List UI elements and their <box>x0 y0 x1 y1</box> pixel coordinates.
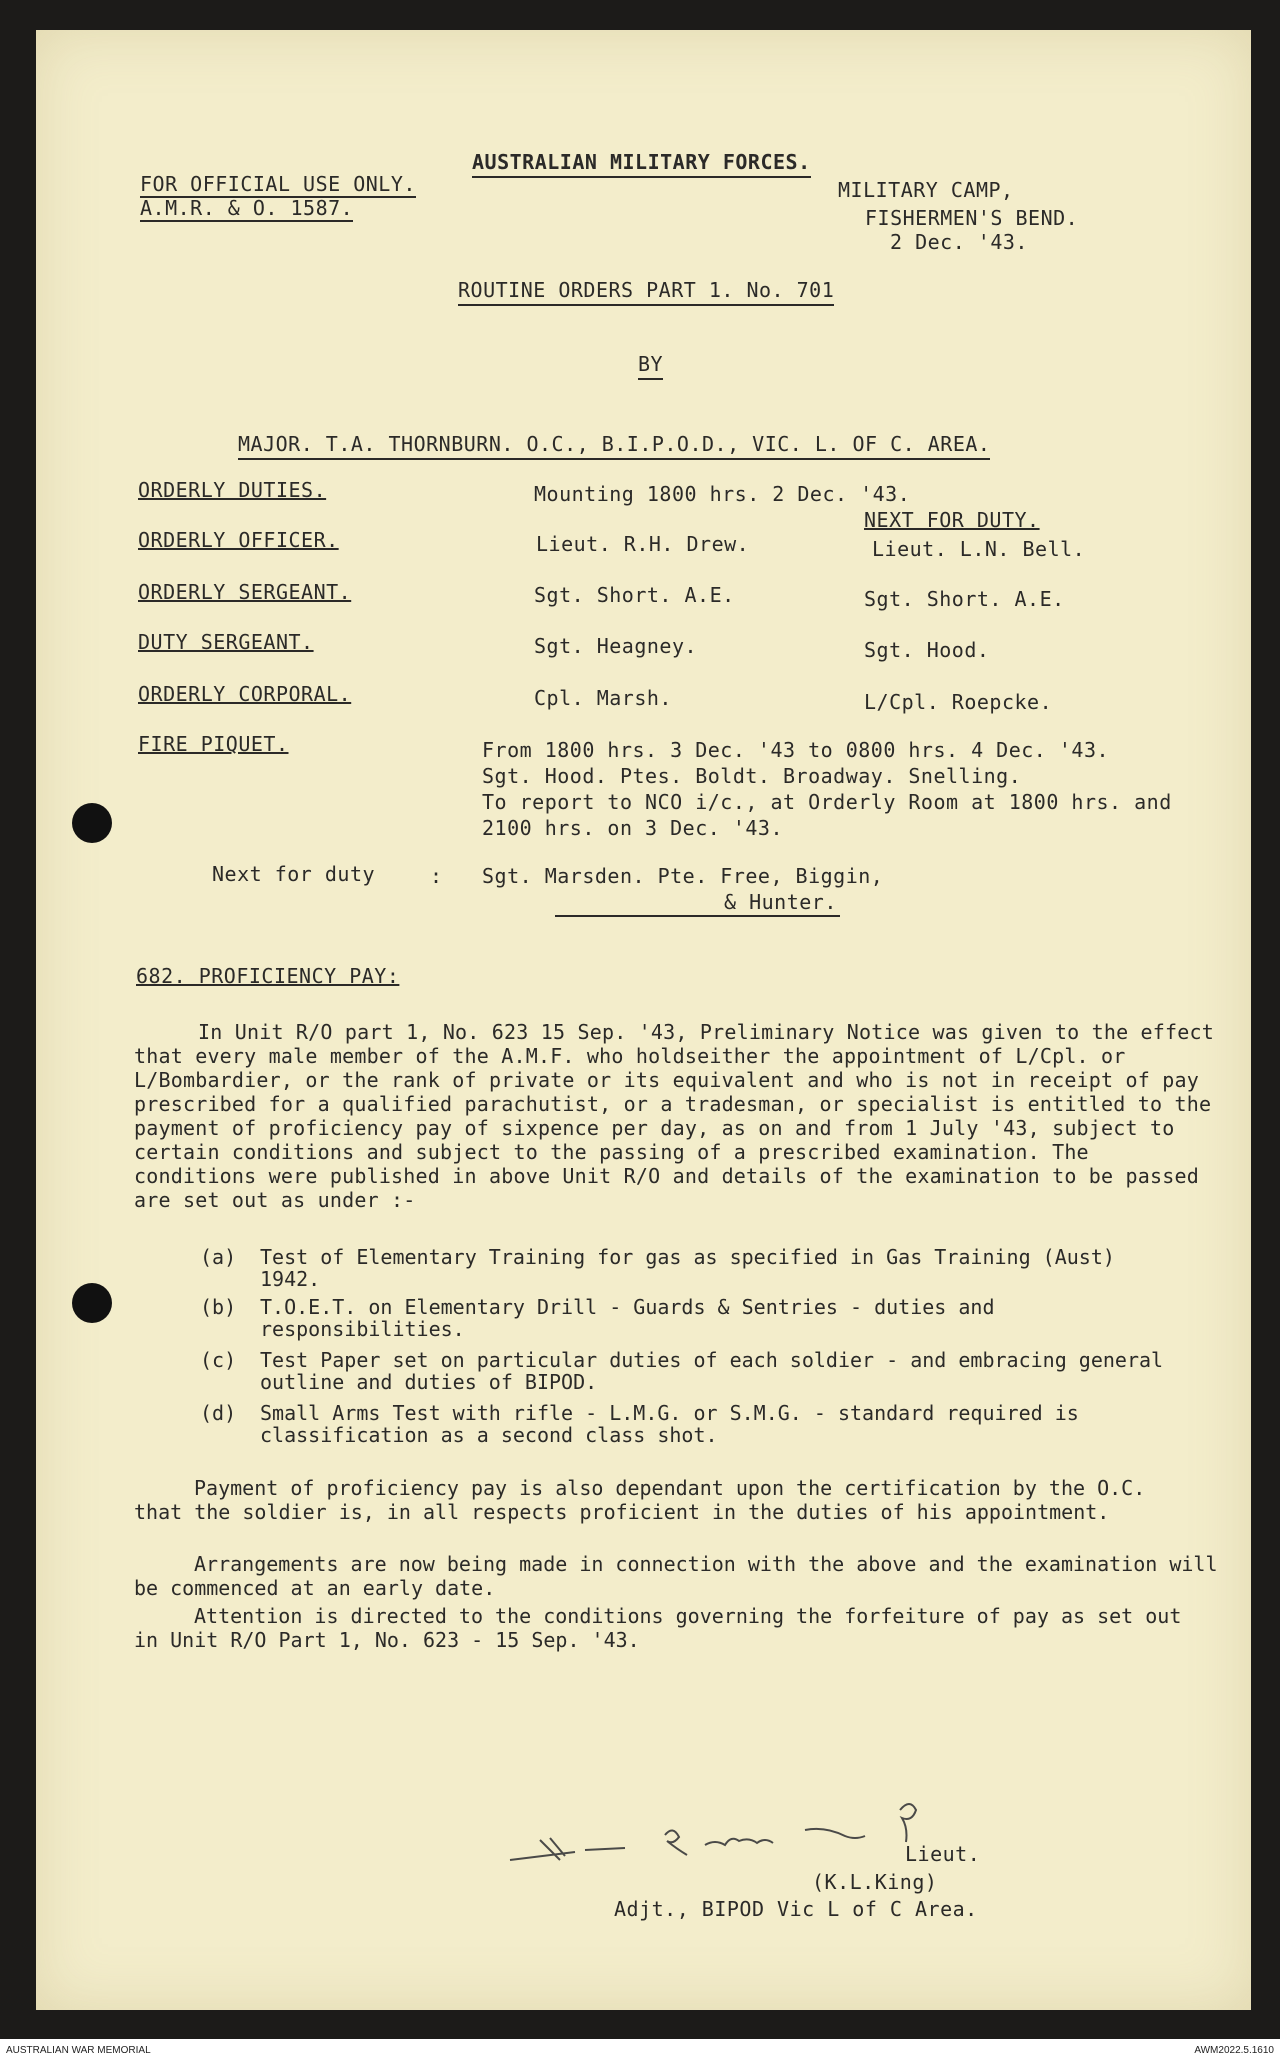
fire-piquet-heading: FIRE PIQUET. <box>138 732 289 756</box>
next-for-duty-label: Next for duty <box>212 862 376 886</box>
document-title: AUSTRALIAN MILITARY FORCES. <box>472 150 811 178</box>
by-line: BY <box>638 352 663 380</box>
list-item-text: Test Paper set on particular duties of each soldier - and embracing general outline and duties of BIPOD. <box>260 1348 1164 1394</box>
list-item-label: (a) <box>200 1245 237 1269</box>
duty-current: Lieut. R.H. Drew. <box>536 532 750 556</box>
list-item-a <box>200 1246 1200 1292</box>
paragraph-intro: In Unit R/O part 1, No. 623 15 Sep. '43, Preliminary Notice was given to the effect that every male member of the A.M.F. who holdseither the appointment of L/Cpl. or L/Bombardier, or the rank of private or its equivalent and who is not in receipt of pay prescribed for a qualified parachutist, or a tradesman, or specialist is entitled to the payment of proficiency pay of sixpence per day, as on and from 1 July '43, subject to certain conditions and subject to the passing of a prescribed examination. The conditions were published in above Unit R/O and details of the examination to be passed are set out as under :- <box>134 1020 1215 1212</box>
duty-next: Sgt. Short. A.E. <box>864 587 1065 611</box>
location-line1: MILITARY CAMP, <box>838 178 1014 202</box>
duty-label: DUTY SERGEANT. <box>138 630 314 654</box>
location-line2: FISHERMEN'S BEND. <box>865 206 1079 230</box>
archive-reference: AWM2022.5.1610 <box>1194 2044 1274 2056</box>
signatory-rank: Lieut. <box>905 1842 981 1866</box>
punch-hole-bottom <box>72 1283 112 1323</box>
classification: FOR OFFICIAL USE ONLY. <box>140 172 416 196</box>
duty-label: ORDERLY SERGEANT. <box>138 580 352 604</box>
duty-current: Sgt. Short. A.E. <box>534 583 735 607</box>
duty-label: ORDERLY CORPORAL. <box>138 682 352 706</box>
list-item-label: (d) <box>200 1401 237 1425</box>
regulation-ref: A.M.R. & O. 1587. <box>140 196 354 220</box>
list-item-text: T.O.E.T. on Elementary Drill - Guards & Sentries - duties and responsibilities. <box>260 1295 995 1341</box>
handwritten-signature <box>505 1790 945 1870</box>
duty-next: L/Cpl. Roepcke. <box>864 690 1053 714</box>
list-item-label: (c) <box>200 1348 237 1372</box>
next-for-duty-heading: NEXT FOR DUTY. <box>864 508 1040 532</box>
list-item-c <box>200 1349 1200 1395</box>
paragraph-arrangements: Arrangements are now being made in connection with the above and the examination will be commenced at an early date. <box>134 1552 1218 1600</box>
next-piquet-line: & Hunter. <box>724 890 837 914</box>
paragraph-forfeiture: Attention is directed to the conditions governing the forfeiture of pay as set out in Unit R/O Part 1, No. 623 - 15 Sep. '43. <box>134 1604 1182 1652</box>
archive-footer <box>0 2039 1280 2061</box>
section-divider <box>555 915 840 917</box>
punch-hole-top <box>72 803 112 843</box>
document-date: 2 Dec. '43. <box>890 230 1028 254</box>
fire-piquet-line: 2100 hrs. on 3 Dec. '43. <box>482 816 783 840</box>
list-item-b <box>200 1296 1200 1342</box>
section-heading: 682. PROFICIENCY PAY: <box>136 964 400 988</box>
next-for-duty-colon: : <box>430 864 443 888</box>
signatory-appointment: Adjt., BIPOD Vic L of C Area. <box>614 1897 978 1921</box>
next-piquet-line: Sgt. Marsden. Pte. Free, Biggin, <box>482 864 884 888</box>
mounting-time: Mounting 1800 hrs. 2 Dec. '43. <box>534 482 911 506</box>
fire-piquet-line: Sgt. Hood. Ptes. Boldt. Broadway. Snelling. <box>482 764 1022 788</box>
list-item-text: Small Arms Test with rifle - L.M.G. or S.M.G. - standard required is classification as a second class shot. <box>260 1401 1079 1447</box>
duty-next: Sgt. Hood. <box>864 638 990 662</box>
duty-current: Sgt. Heagney. <box>534 634 698 658</box>
signatory-name: (K.L.King) <box>812 1870 938 1894</box>
archive-name: AUSTRALIAN WAR MEMORIAL <box>6 2044 151 2056</box>
issuing-officer: MAJOR. T.A. THORNBURN. O.C., B.I.P.O.D., VIC. L. OF C. AREA. <box>238 432 990 460</box>
orders-title: ROUTINE ORDERS PART 1. No. 701 <box>458 278 834 306</box>
fire-piquet-line: From 1800 hrs. 3 Dec. '43 to 0800 hrs. 4 Dec. '43. <box>482 738 1110 762</box>
duty-label: ORDERLY OFFICER. <box>138 528 339 552</box>
list-item-label: (b) <box>200 1295 237 1319</box>
duty-current: Cpl. Marsh. <box>534 686 672 710</box>
duty-next: Lieut. L.N. Bell. <box>872 537 1086 561</box>
list-item-d <box>200 1402 1200 1448</box>
paragraph-certification: Payment of proficiency pay is also dependant upon the certification by the O.C. that the soldier is, in all respects proficient in the duties of his appointment. <box>134 1476 1146 1524</box>
orderly-duties-heading: ORDERLY DUTIES. <box>138 478 327 502</box>
fire-piquet-line: To report to NCO i/c., at Orderly Room at 1800 hrs. and <box>482 790 1172 814</box>
list-item-text: Test of Elementary Training for gas as specified in Gas Training (Aust) 1942. <box>260 1245 1115 1291</box>
